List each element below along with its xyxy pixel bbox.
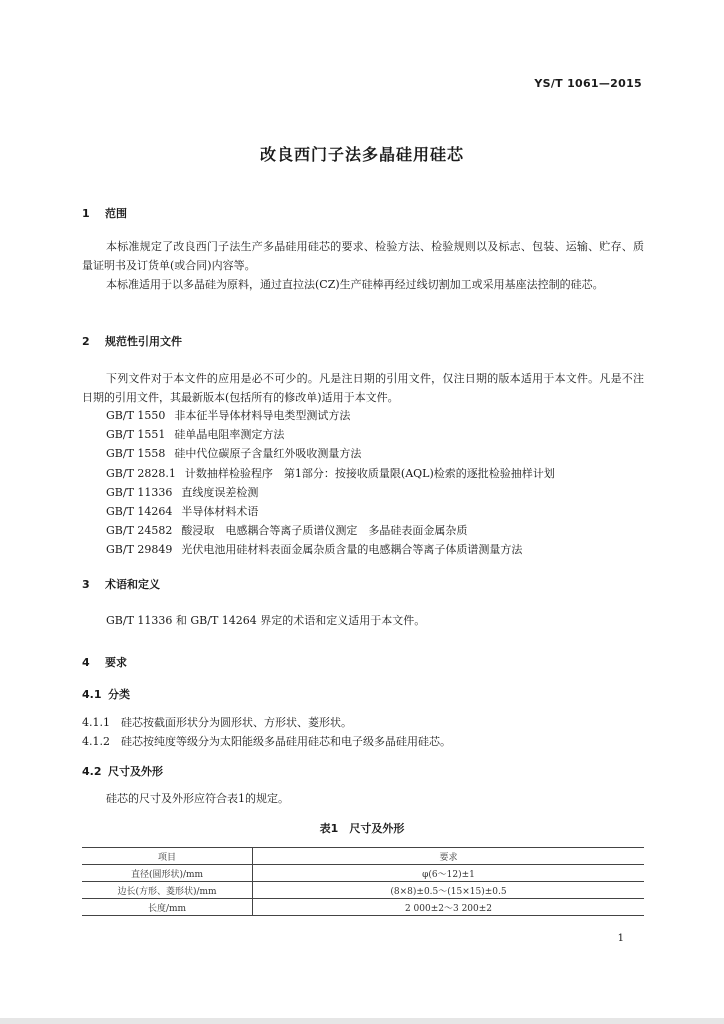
- table-row: [82, 882, 644, 899]
- section-number: 3: [82, 578, 90, 591]
- table-cell: (8×8)±0.5～(15×15)±0.5: [253, 882, 645, 899]
- section-title: 术语和定义: [105, 578, 160, 591]
- reference-code: GB/T 1551: [106, 428, 166, 442]
- section-1-heading: [82, 205, 127, 221]
- table-cell: 直径(圆形状)/mm: [82, 865, 253, 882]
- reference-title: 直线度误差检测: [181, 485, 259, 499]
- section-number: 4.1: [82, 688, 102, 701]
- reference-title: 半导体材料术语: [181, 505, 259, 519]
- section-4-1-heading: [82, 686, 130, 702]
- table-row: [82, 865, 644, 882]
- reference-code: GB/T 29849: [106, 543, 173, 557]
- table-header-cell: 项目: [82, 848, 253, 865]
- dimension-paragraph: 硅芯的尺寸及外形应符合表1的规定。: [106, 792, 289, 805]
- section-title: 要求: [105, 656, 127, 669]
- reference-item: [106, 521, 646, 540]
- normative-reference-list: [106, 406, 646, 560]
- section-title: 分类: [108, 688, 130, 701]
- document-title: 改良西门子法多晶硅用硅芯: [259, 145, 464, 164]
- reference-title: 计数抽样检验程序 第1部分：按接收质量限(AQL)检索的逐批检验抽样计划: [184, 466, 555, 480]
- reference-item: [106, 425, 646, 444]
- section-3-heading: [82, 576, 160, 592]
- dimension-table: [82, 847, 644, 916]
- reference-item: [106, 406, 646, 425]
- section-title: 范围: [105, 207, 127, 220]
- clause-4-1-2: 4.1.2 硅芯按纯度等级分为太阳能级多晶硅用硅芯和电子级多晶硅用硅芯。: [82, 735, 451, 748]
- standard-code: YS/T 1061—2015: [534, 77, 642, 90]
- section-2-heading: [82, 333, 182, 349]
- reference-title: 硅单晶电阻率测定方法: [174, 428, 285, 442]
- reference-title: 酸浸取 电感耦合等离子质谱仪测定 多晶硅表面金属杂质: [181, 524, 468, 538]
- table-cell: 边长(方形、菱形状)/mm: [82, 882, 253, 899]
- reference-item: [106, 444, 646, 463]
- table-cell: 长度/mm: [82, 899, 253, 916]
- section-title: 尺寸及外形: [108, 765, 163, 778]
- reference-code: GB/T 24582: [106, 524, 173, 538]
- section-number: 1: [82, 207, 90, 220]
- reference-item: [106, 502, 646, 521]
- table-row: [82, 899, 644, 916]
- reference-item: [106, 540, 646, 559]
- table-header-cell: 要求: [253, 848, 645, 865]
- section-number: 4: [82, 656, 90, 669]
- reference-item: [106, 464, 646, 483]
- reference-item: [106, 483, 646, 502]
- section-4-2-heading: [82, 763, 163, 779]
- page-bottom-edge: [0, 1018, 724, 1024]
- section-title: 规范性引用文件: [105, 335, 182, 348]
- table-cell: 2 000±2～3 200±2: [253, 899, 645, 916]
- table-caption: 表1 尺寸及外形: [319, 822, 405, 835]
- reference-code: GB/T 11336: [106, 485, 173, 499]
- reference-code: GB/T 2828.1: [106, 466, 176, 480]
- table-cell: φ(6～12)±1: [253, 865, 645, 882]
- reference-code: GB/T 1550: [106, 409, 166, 422]
- section-number: 4.2: [82, 765, 102, 778]
- reference-title: 光伏电池用硅材料表面金属杂质含量的电感耦合等离子体质谱测量方法: [181, 543, 523, 557]
- reference-title: 非本征半导体材料导电类型测试方法: [174, 409, 351, 422]
- references-intro: 下列文件对于本文件的应用是必不可少的。凡是注日期的引用文件，仅注日期的版本适用于本文件。凡是不注日期的引用文件，其最新版本(包括所有的修改单)适用于本文件。: [82, 372, 644, 404]
- reference-title: 硅中代位碳原子含量红外吸收测量方法: [174, 447, 362, 461]
- terms-paragraph: GB/T 11336 和 GB/T 14264 界定的术语和定义适用于本文件。: [106, 614, 426, 627]
- page-number: 1: [617, 933, 624, 944]
- scope-paragraph-2: 本标准适用于以多晶硅为原料，通过直拉法(CZ)生产硅棒再经过线切割加工或采用基座法控制的硅芯。: [106, 278, 604, 291]
- reference-code: GB/T 14264: [106, 505, 173, 519]
- scope-paragraph-1: 本标准规定了改良西门子法生产多晶硅用硅芯的要求、检验方法、检验规则以及标志、包装、运输、贮存、质量证明书及订货单(或合同)内容等。: [82, 240, 644, 272]
- section-number: 2: [82, 335, 90, 348]
- clause-4-1-1: 4.1.1 硅芯按截面形状分为圆形状、方形状、菱形状。: [82, 716, 352, 729]
- table-header-row: [82, 848, 644, 865]
- section-4-heading: [82, 654, 127, 670]
- reference-code: GB/T 1558: [106, 447, 166, 461]
